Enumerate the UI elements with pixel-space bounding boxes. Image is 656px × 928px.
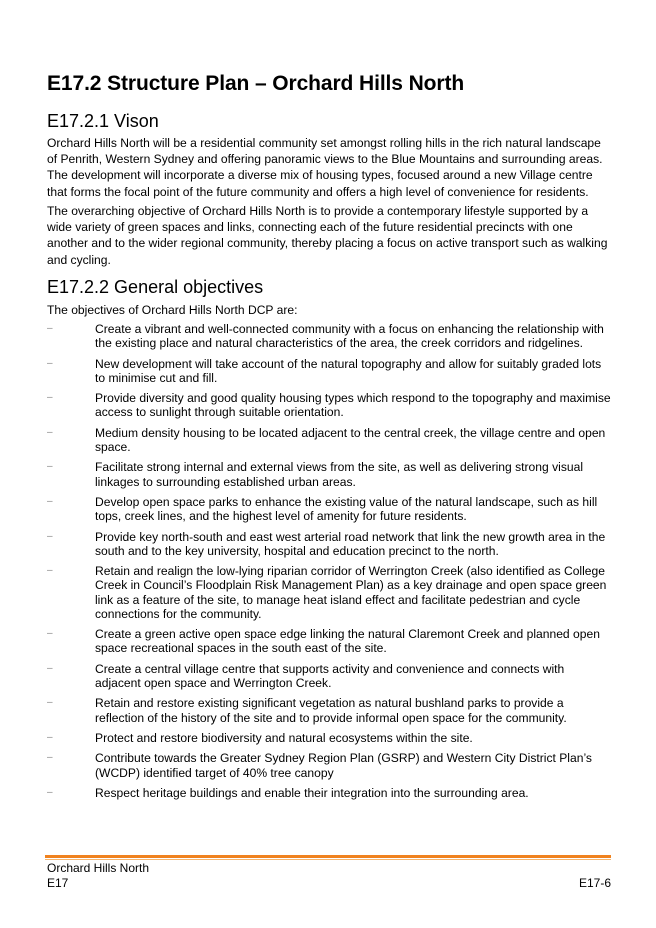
dash-bullet: – bbox=[47, 731, 53, 743]
objectives-list bbox=[47, 322, 612, 806]
dash-bullet: – bbox=[47, 392, 53, 404]
list-item: – Develop open space parks to enhance the existing value of the natural landscape, such as hill tops, creek lines, and the highest level of amenity for future residents. bbox=[47, 494, 598, 524]
dash-bullet: – bbox=[47, 426, 53, 438]
footer-rule-secondary bbox=[45, 859, 611, 860]
dash-bullet: – bbox=[47, 628, 53, 640]
dash-bullet: – bbox=[47, 530, 53, 542]
list-item: – Retain and realign the low-lying riparian corridor of Werrington Creek (also identified as College Creek in Council’s Floodplain Risk Management Plan) as a key drainage and open space green link as a feature of the site, to manage heat island effect and facilitate pedestrian and cycle connections for the community. bbox=[47, 564, 607, 621]
dash-bullet: – bbox=[47, 786, 53, 798]
dash-bullet: – bbox=[47, 323, 53, 334]
footer-document-title: Orchard Hills North bbox=[47, 861, 150, 875]
vision-heading: E17.2.1 Vison bbox=[47, 111, 159, 131]
list-item: – Retain and restore existing significant vegetation as natural bushland parks to provide a reflection of the history of the site and to provide informal open space for the community. bbox=[47, 696, 567, 725]
footer-chapter: E17 bbox=[47, 876, 69, 890]
footer-page-number: E17-6 bbox=[578, 876, 611, 890]
objectives-heading: E17.2.2 General objectives bbox=[47, 277, 264, 297]
list-item: – Create a vibrant and well-connected community with a focus on enhancing the relationship with the existing place and natural characteristics of the area, the creek corridors and ridgelines. bbox=[47, 322, 604, 351]
objectives-intro: The objectives of Orchard Hills North DCP are: bbox=[47, 303, 298, 317]
vision-paragraph-1: Orchard Hills North will be a residential community set amongst rolling hills in the rich natural landscape of Penrith, Western Sydney and offering panoramic views to the Blue Mountains and surrounding areas. The development will incorporate a diverse mix of housing types, focused around a new Village centre that forms the focal point of the future community and offers a high level of convenience for residents. bbox=[47, 136, 603, 199]
footer-rule bbox=[45, 855, 611, 858]
dash-bullet: – bbox=[47, 357, 53, 369]
list-item: – Provide diversity and good quality housing types which respond to the topography and maximise access to sunlight through suitable orientation. bbox=[47, 391, 611, 420]
list-item: – Facilitate strong internal and external views from the site, as well as delivering strong visual linkages to surrounding established urban areas. bbox=[47, 460, 584, 489]
list-item: – Protect and restore biodiversity and natural ecosystems within the site. bbox=[47, 730, 473, 745]
list-item: – Create a green active open space edge linking the natural Claremont Creek and planned open space recreational spaces in the south east of the site. bbox=[47, 627, 600, 656]
vision-paragraph-2: The overarching objective of Orchard Hills North is to provide a contemporary lifestyle supported by a wide variety of green spaces and links, connecting each of the future residential precincts with one another and to the wider regional community, thereby placing a focus on active transport such as walking and cycling. bbox=[47, 204, 608, 267]
list-item: – Contribute towards the Greater Sydney Region Plan (GSRP) and Western City District Plan’s (WCDP) identified target of 40% tree canopy bbox=[47, 751, 592, 780]
dash-bullet: – bbox=[47, 662, 53, 674]
dash-bullet: – bbox=[47, 697, 53, 709]
list-item: – New development will take account of the natural topography and allow for suitably graded lots to minimise cut and fill. bbox=[47, 356, 602, 385]
section-heading: E17.2 Structure Plan – Orchard Hills North bbox=[47, 72, 465, 95]
list-item: – Provide key north-south and east west arterial road network that link the new growth area in the south and to the key university, hospital and education precinct to the north. bbox=[47, 529, 606, 558]
list-item: – Create a central village centre that supports activity and convenience and connects with adjacent open space and Werrington Creek. bbox=[47, 661, 565, 690]
dash-bullet: – bbox=[47, 565, 53, 577]
dash-bullet: – bbox=[47, 495, 53, 507]
dash-bullet: – bbox=[47, 461, 53, 473]
list-item: – Medium density housing to be located adjacent to the central creek, the village centre and open space. bbox=[47, 425, 606, 454]
dash-bullet: – bbox=[47, 752, 53, 764]
list-item: – Respect heritage buildings and enable their integration into the surrounding area. bbox=[47, 785, 529, 800]
